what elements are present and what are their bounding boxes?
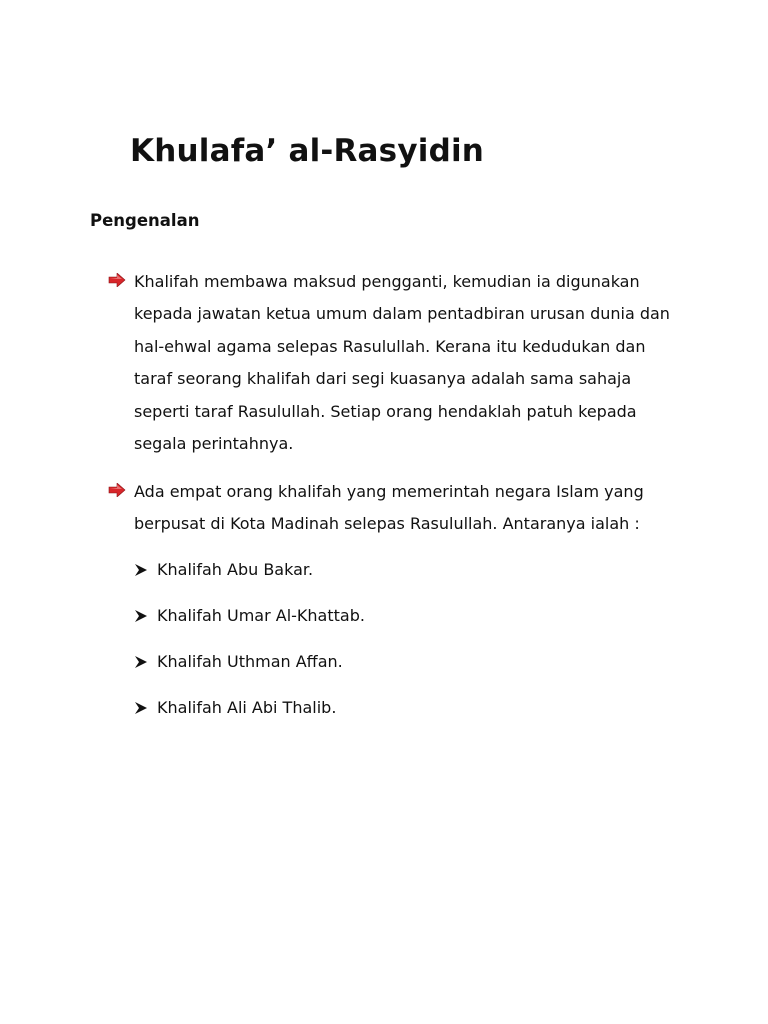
arrowhead-bullet-icon bbox=[134, 609, 148, 623]
page-title: Khulafa’ al-Rasyidin bbox=[130, 133, 485, 169]
list-item-text: Khalifah Umar Al-Khattab. bbox=[157, 606, 365, 625]
intro-bullet-text: Khalifah membawa maksud pengganti, kemudian ia digunakan kepada jawatan ketua umum dalam pentadbiran urusan dunia dan hal-ehwal agama selepas Rasulullah. Kerana itu kedudukan dan taraf seorang khalifah dari segi kuasanya adalah sama sahaja seperti taraf Rasulullah. Setiap orang hendaklah patuh kepada segala perintahnya. bbox=[134, 272, 670, 454]
arrowhead-bullet-icon bbox=[134, 655, 148, 669]
list-item-text: Khalifah Uthman Affan. bbox=[157, 652, 343, 671]
list-item-text: Khalifah Abu Bakar. bbox=[157, 560, 314, 579]
list-item bbox=[132, 554, 582, 600]
list-item-text: Khalifah Ali Abi Thalib. bbox=[157, 698, 337, 717]
red-arrow-bullet-icon bbox=[108, 273, 126, 287]
khalifah-bullet-text: Ada empat orang khalifah yang memerintah negara Islam yang berpusat di Kota Madinah selepas Rasulullah. Antaranya ialah : bbox=[134, 482, 644, 534]
list-item bbox=[132, 692, 582, 738]
khalifah-list bbox=[132, 554, 582, 738]
arrowhead-bullet-icon bbox=[134, 701, 148, 715]
red-arrow-bullet-icon bbox=[108, 483, 126, 497]
section-heading: Pengenalan bbox=[90, 211, 200, 230]
khalifah-bullet bbox=[108, 476, 688, 541]
arrowhead-bullet-icon bbox=[134, 563, 148, 577]
list-item bbox=[132, 646, 582, 692]
intro-bullet bbox=[108, 266, 688, 460]
list-item bbox=[132, 600, 582, 646]
